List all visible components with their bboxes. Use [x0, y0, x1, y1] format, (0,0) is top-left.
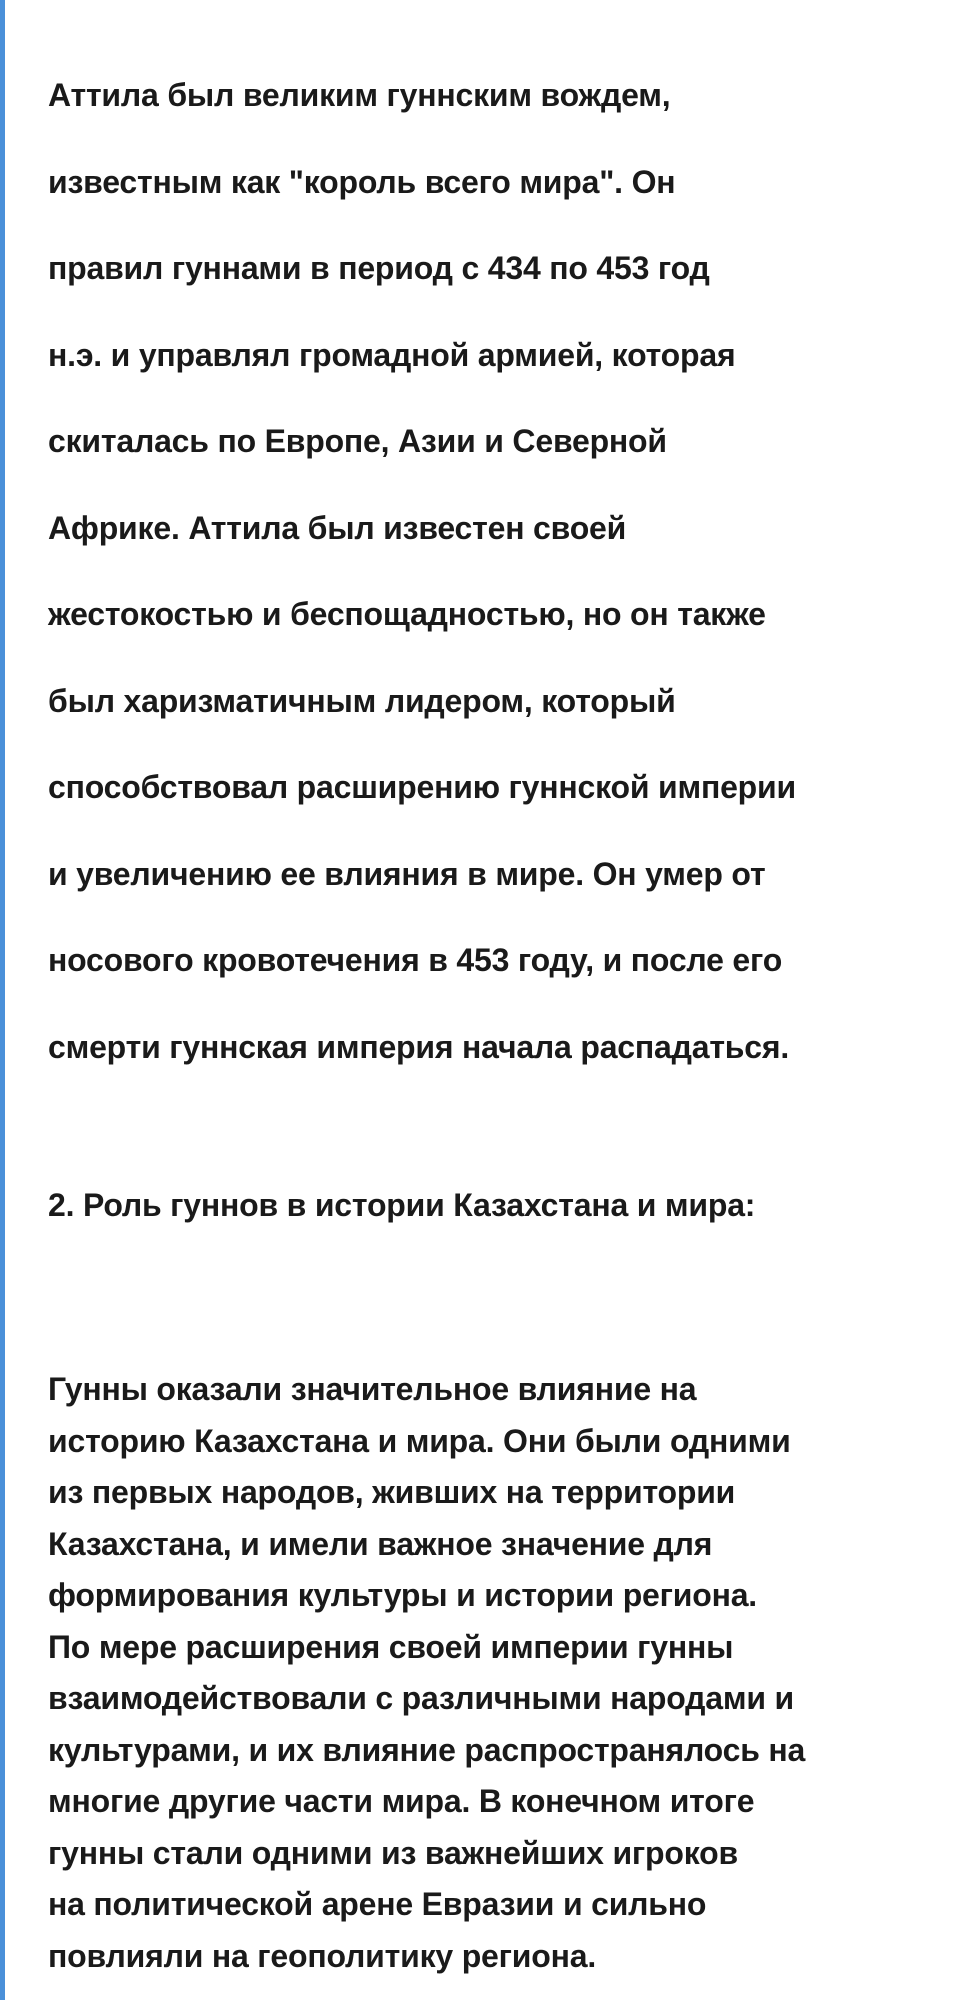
paragraph-line: жестокостью и беспощадностью, но он также [48, 596, 766, 632]
paragraph-line: Гунны оказали значительное влияние на [48, 1371, 697, 1407]
paragraph-line: способствовал расширению гуннской империи [48, 769, 796, 805]
left-border-rule [0, 0, 5, 2000]
paragraph-huns-role [48, 1364, 948, 1982]
paragraph-line: многие другие части мира. В конечном итоге [48, 1783, 755, 1819]
paragraph-line: из первых народов, живших на территории [48, 1474, 736, 1510]
paragraph-line: Африке. Аттила был известен своей [48, 509, 627, 546]
paragraph-line: взаимодействовали с различными народами и [48, 1680, 794, 1716]
paragraph-attila [48, 0, 948, 1090]
paragraph-line: носового кровотечения в 453 году, и после его [48, 942, 783, 978]
paragraph-line: Аттила был великим гуннским вождем, [48, 77, 671, 113]
article-body [48, 0, 948, 1974]
paragraph-line: на политической арене Евразии и сильно [48, 1886, 707, 1922]
paragraph-line: правил гуннами в период с 434 по 453 год [48, 250, 710, 286]
section-heading: 2. Роль гуннов в истории Казахстана и мира: [48, 1187, 756, 1223]
paragraph-line: скиталась по Европе, Азии и Северной [48, 423, 667, 459]
paragraph-line: По мере расширения своей империи гунны [48, 1628, 734, 1665]
paragraph-line: формирования культуры и истории региона. [48, 1577, 758, 1613]
paragraph-line: был харизматичным лидером, который [48, 682, 676, 719]
paragraph-line: культурами, и их влияние распространялось на [48, 1731, 806, 1768]
paragraph-line: смерти гуннская империя начала распадаться. [48, 1028, 790, 1065]
paragraph-line: н.э. и управлял громадной армией, которая [48, 336, 736, 373]
paragraph-line: и увеличению ее влияния в мире. Он умер от [48, 855, 766, 892]
paragraph-line: гунны стали одними из важнейших игроков [48, 1834, 738, 1871]
paragraph-line: повлияли на геополитику региона. [48, 1937, 597, 1974]
paragraph-line: историю Казахстана и мира. Они были одними [48, 1422, 791, 1459]
paragraph-line: Казахстана, и имели важное значение для [48, 1525, 713, 1562]
paragraph-line: известным как "король всего мира". Он [48, 163, 676, 200]
